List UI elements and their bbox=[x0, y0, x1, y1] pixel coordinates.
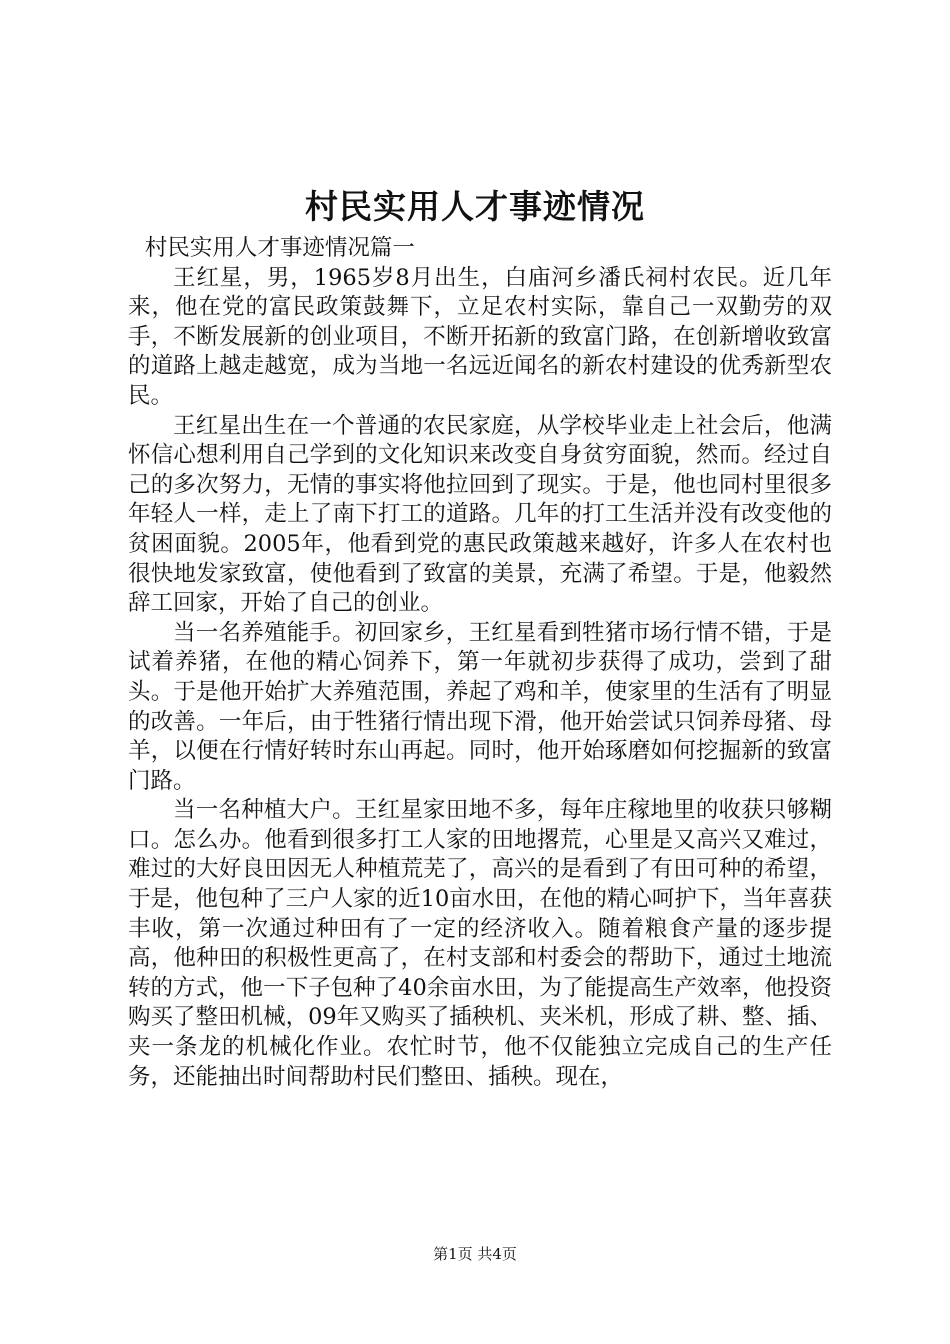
body-paragraph: 当一名种植大户。王红星家田地不多，每年庄稼地里的收获只够糊口。怎么办。他看到很多打工人家的田地撂荒，心里是又高兴又难过，难过的大好良田因无人种植荒芜了，高兴的是看到了有田可种的希望，于是，他包种了三户人家的近10亩水田，在他的精心呵护下，当年喜获丰收，第一次通过种田有了一定的经济收入。随着粮食产量的逐步提高，他种田的积极性更高了，在村支部和村委会的帮助下，通过土地流转的方式，他一下子包种了40余亩水田，为了能提高生产效率，他投资购买了整田机械，09年又购买了插秧机、夹米机，形成了耕、整、插、夹一条龙的机械化作业。农忙时节，他不仅能独立完成自己的生产任务，还能抽出时间帮助村民们整田、插秧。现在， bbox=[128, 797, 832, 1090]
body-paragraph: 王红星，男，1965岁8月出生，白庙河乡潘氏祠村农民。近几年来，他在党的富民政策鼓舞下，立足农村实际，靠自己一双勤劳的双手，不断发展新的创业项目，不断开拓新的致富门路，在创新增收致富的道路上越走越宽，成为当地一名远近闻名的新农村建设的优秀新型农民。 bbox=[128, 264, 832, 409]
document-title: 村民实用人才事迹情况 bbox=[305, 187, 645, 226]
section-subtitle: 村民实用人才事迹情况篇一 bbox=[144, 235, 415, 261]
body-paragraph: 当一名养殖能手。初回家乡，王红星看到牲猪市场行情不错，于是试着养猪，在他的精心饲养下，第一年就初步获得了成功，尝到了甜头。于是他开始扩大养殖范围，养起了鸡和羊，使家里的生活有了明显的改善。一年后，由于牲猪行情出现下滑，他开始尝试只饲养母猪、母羊，以便在行情好转时东山再起。同时，他开始琢磨如何挖掘新的致富门路。 bbox=[128, 619, 832, 794]
body-paragraph: 王红星出生在一个普通的农民家庭，从学校毕业走上社会后，他满怀信心想利用自己学到的文化知识来改变自身贫穷面貌，然而。经过自己的多次努力，无情的事实将他拉回到了现实。于是，他也同村里很多年轻人一样，走上了南下打工的道路。几年的打工生活并没有改变他的贫困面貌。2005年，他看到党的惠民政策越来越好，许多人在农村也很快地发家致富，使他看到了致富的美景，充满了希望。于是，他毅然辞工回家，开始了自己的创业。 bbox=[128, 412, 832, 617]
document-body bbox=[128, 234, 832, 1092]
page-number-footer: 第1页 共4页 bbox=[433, 1245, 517, 1263]
